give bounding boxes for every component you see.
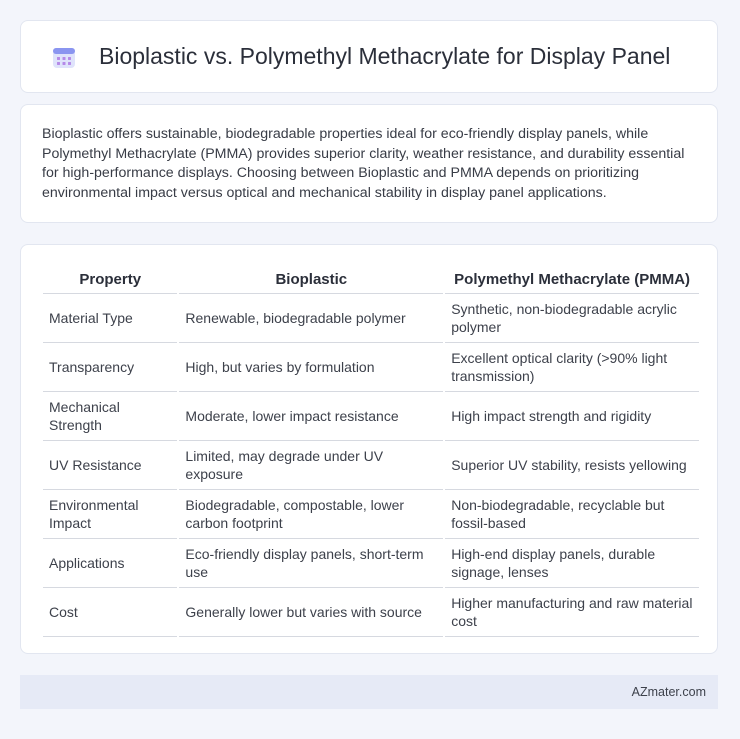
cell-bioplastic: Moderate, lower impact resistance — [179, 392, 443, 441]
table-row — [43, 539, 699, 588]
cell-pmma: High-end display panels, durable signage, lenses — [445, 539, 699, 588]
footer-bar — [20, 675, 718, 709]
cell-property: Applications — [43, 539, 177, 588]
cell-pmma: Synthetic, non-biodegradable acrylic polymer — [445, 294, 699, 343]
table-header-row — [43, 265, 699, 294]
cell-property: UV Resistance — [43, 441, 177, 490]
cell-pmma: Excellent optical clarity (>90% light transmission) — [445, 343, 699, 392]
cell-bioplastic: Biodegradable, compostable, lower carbon footprint — [179, 490, 443, 539]
intro-paragraph: Bioplastic offers sustainable, biodegradable properties ideal for eco-friendly display panels, while Polymethyl Methacrylate (PMMA) provides superior clarity, weather resistance, and durability essential for high-performance displays. Choosing between Bioplastic and PMMA depends on prioritizing environmental impact versus optical and mechanical stability in display panel applications. — [42, 126, 685, 201]
cell-property: Transparency — [43, 343, 177, 392]
table-row — [43, 343, 699, 392]
intro-card — [20, 104, 718, 223]
page-title: Bioplastic vs. Polymethyl Methacrylate for Display Panel — [99, 43, 671, 69]
comparison-card — [20, 244, 718, 654]
cell-pmma: Superior UV stability, resists yellowing — [445, 441, 699, 490]
cell-bioplastic: Renewable, biodegradable polymer — [179, 294, 443, 343]
header-property: Property — [43, 265, 177, 294]
comparison-table — [41, 265, 701, 637]
title-card — [20, 20, 718, 93]
cell-property: Mechanical Strength — [43, 392, 177, 441]
table-row — [43, 294, 699, 343]
cell-property: Cost — [43, 588, 177, 637]
table-row — [43, 392, 699, 441]
cell-bioplastic: High, but varies by formulation — [179, 343, 443, 392]
cell-property: Environmental Impact — [43, 490, 177, 539]
table-row — [43, 588, 699, 637]
header-bioplastic: Bioplastic — [179, 265, 443, 294]
cell-pmma: Non-biodegradable, recyclable but fossil-based — [445, 490, 699, 539]
cell-bioplastic: Eco-friendly display panels, short-term use — [179, 539, 443, 588]
header-pmma: Polymethyl Methacrylate (PMMA) — [445, 265, 699, 294]
footer-brand: AZmater.com — [631, 685, 706, 699]
cell-pmma: Higher manufacturing and raw material cost — [445, 588, 699, 637]
cell-property: Material Type — [43, 294, 177, 343]
cell-bioplastic: Limited, may degrade under UV exposure — [179, 441, 443, 490]
cell-pmma: High impact strength and rigidity — [445, 392, 699, 441]
table-row — [43, 490, 699, 539]
calendar-icon — [51, 44, 77, 70]
table-row — [43, 441, 699, 490]
cell-bioplastic: Generally lower but varies with source — [179, 588, 443, 637]
